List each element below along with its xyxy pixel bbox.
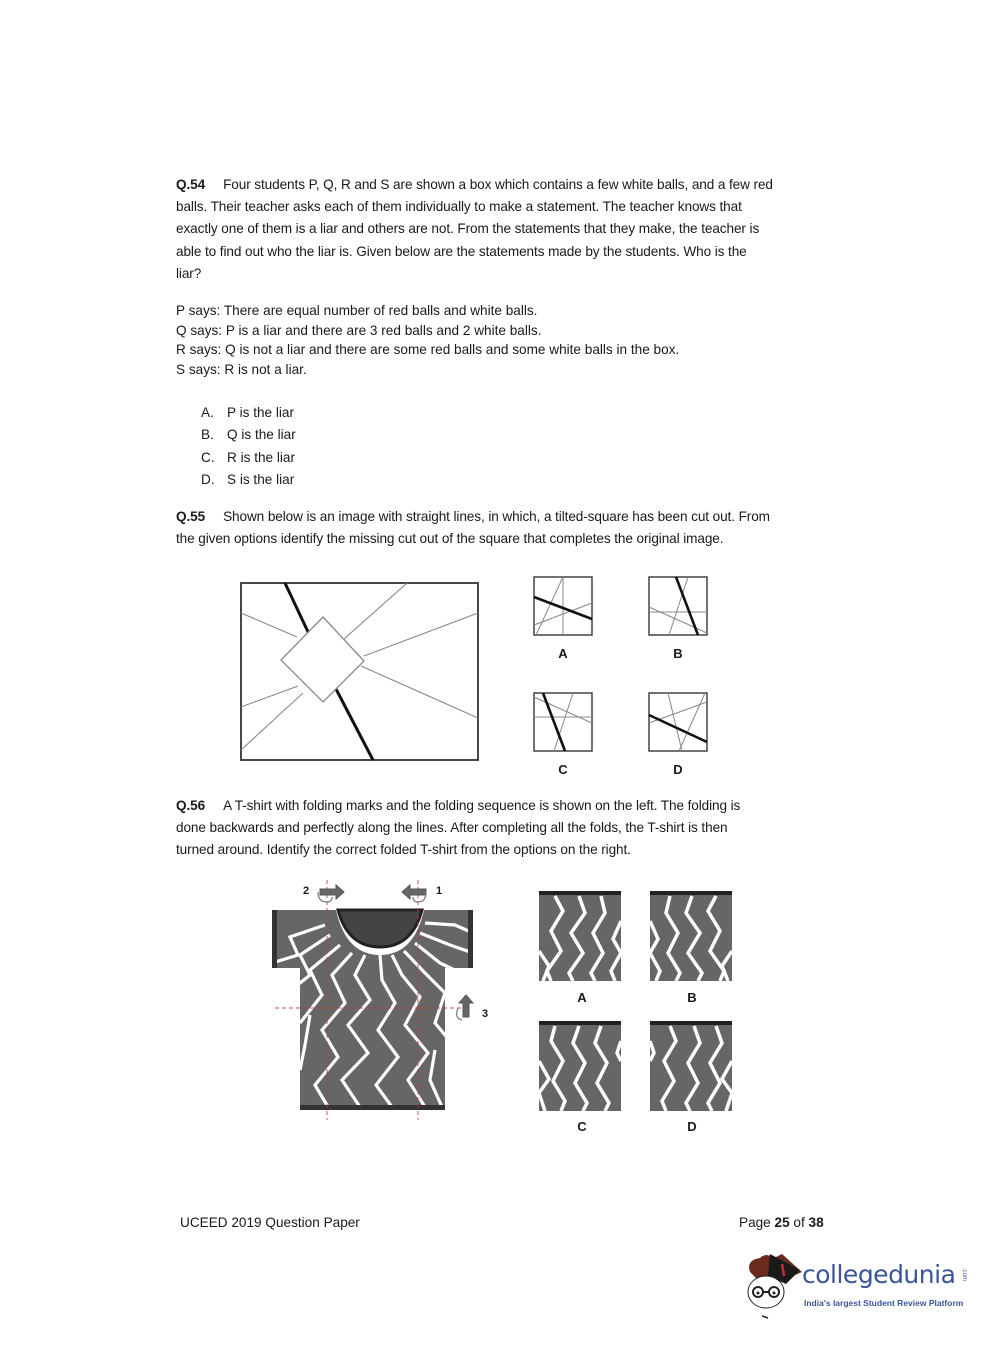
logo-suffix: .com xyxy=(961,1268,967,1282)
fold-step-3: 3 xyxy=(482,1008,489,1020)
option-d-label: D xyxy=(673,762,683,777)
statement-q: Q says: P is a liar and there are 3 red balls and 2 white balls. xyxy=(176,322,542,338)
footer-title: UCEED 2019 Question Paper xyxy=(180,1215,360,1230)
mascot-icon xyxy=(742,1250,804,1320)
question-55-line-2: the given options identify the missing cut out of the square that completes the original image. xyxy=(176,531,724,547)
statement-p: P says: There are equal number of red balls and white balls. xyxy=(176,303,538,318)
question-54-line-1: Q.54 Four students P, Q, R and S are shown a box which contains a few white balls, and a few red xyxy=(176,177,773,192)
option-d[interactable]: D. S is the liar xyxy=(201,471,295,487)
question-54-line-5: liar? xyxy=(176,265,202,281)
question-56-line-1: Q.56 A T-shirt with folding marks and the folding sequence is shown on the left. The folding is xyxy=(176,798,741,813)
question-54-line-3: exactly one of them is a liar and others are not. From the statements that they make, the teacher is xyxy=(176,221,760,237)
tshirt-figure xyxy=(270,875,495,1125)
statement-r: R says: Q is not a liar and there are some red balls and some white balls in the box. xyxy=(176,342,680,357)
question-number: Q.56 xyxy=(176,798,206,813)
logo-tagline: India's largest Student Review Platform xyxy=(804,1298,964,1308)
question-56 xyxy=(176,795,836,862)
fold-option-a-label: A xyxy=(577,990,587,1005)
question-56-line-2: done backwards and perfectly along the lines. After completing all the folds, the T-shirt is then xyxy=(176,820,728,836)
fold-option-d-label: D xyxy=(687,1119,697,1134)
question-54 xyxy=(176,174,836,285)
fold-option-b-label: B xyxy=(687,990,697,1005)
option-d-figure[interactable] xyxy=(648,692,708,752)
options-list-q54 xyxy=(201,402,296,491)
fold-option-d-figure[interactable] xyxy=(650,1021,732,1111)
question-54-line-2: balls. Their teacher asks each of them individually to make a statement. The teacher knows that xyxy=(176,199,742,215)
option-c-label: C xyxy=(558,762,568,777)
option-a-label: A xyxy=(558,646,568,661)
option-b-label: B xyxy=(673,646,683,661)
fold-option-b-figure[interactable] xyxy=(650,891,732,981)
question-number: Q.55 xyxy=(176,509,206,524)
option-b-figure[interactable] xyxy=(648,576,708,636)
option-a-figure[interactable] xyxy=(533,576,593,636)
question-56-line-3: turned around. Identify the correct folded T-shirt from the options on the right. xyxy=(176,842,631,858)
statements-list xyxy=(176,301,776,379)
fold-option-a-figure[interactable] xyxy=(539,891,621,981)
question-55 xyxy=(176,506,846,550)
option-a[interactable]: A. P is the liar xyxy=(201,405,294,420)
tilted-square-figure xyxy=(240,582,480,762)
fold-step-1: 1 xyxy=(436,885,443,897)
logo-wordmark: collegedunia xyxy=(802,1260,956,1289)
option-c[interactable]: C. R is the liar xyxy=(201,449,295,465)
question-54-line-4: able to find out who the liar is. Given below are the statements made by the students. Who is the xyxy=(176,243,747,259)
option-c-figure[interactable] xyxy=(533,692,593,752)
page-number: Page 25 of 38 xyxy=(739,1215,824,1230)
statement-s: S says: R is not a liar. xyxy=(176,361,307,377)
fold-option-c-label: C xyxy=(577,1119,587,1134)
fold-step-2: 2 xyxy=(303,885,310,897)
fold-option-c-figure[interactable] xyxy=(539,1021,621,1111)
option-b[interactable]: B. Q is the liar xyxy=(201,427,296,443)
collegedunia-logo xyxy=(742,1250,972,1322)
question-55-line-1: Q.55 Shown below is an image with straight lines, in which, a tilted-square has been cut out. From xyxy=(176,509,770,524)
question-number: Q.54 xyxy=(176,177,206,192)
